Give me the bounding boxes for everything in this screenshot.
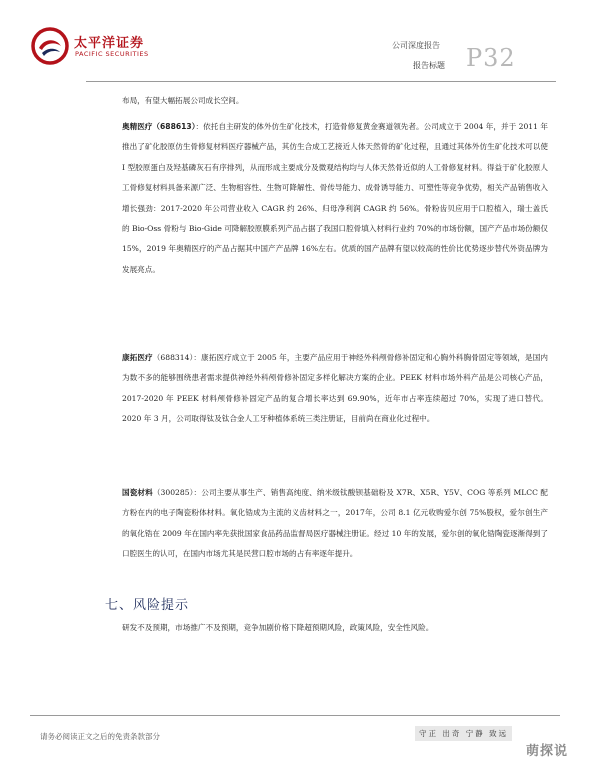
paragraph-intro	[122, 91, 548, 111]
logo-english-name: PACIFIC SECURITIES	[75, 50, 149, 58]
paragraph-risk	[122, 618, 548, 638]
company-logo	[30, 26, 160, 68]
footer-divider	[30, 715, 560, 716]
paragraph-guoci	[122, 483, 548, 565]
section-heading-risk: 七、风险提示	[105, 598, 190, 613]
paragraph-text: （688314）：康拓医疗成立于 2005 年，主要产品应用于神经外科颅骨修补固定和心胸外科胸骨固定等领域，是国内为数不多的能够围绕患者需求提供神经外科颅骨修补固定多样化解决方案的企业。PEEK 材料市场外科产品是公司核心产品，2017-2020 年 PEEK 材料颅骨修补固定产品的复合增长率达到 69.90%，近年市占率连续超过 70%，实现了进口替代。2020 年 3 月，公司取得钛及钛合金人工牙种植体系统三类注册证，目前尚在商业化过程中。	[122, 353, 548, 424]
paragraph-text: 研发不及预期，市场推广不及预期，竞争加剧价格下降超预期风险，政策风险，安全性风险。	[122, 623, 434, 632]
page-number: P32	[466, 44, 516, 72]
paragraph-text: ：依托自主研发的体外仿生矿化技术，打造骨修复黄金赛道领先者。公司成立于 2004 年，并于 2011 年推出了矿化胶原仿生骨修复材料医疗器械产品，其仿生合成工艺接近人体天然骨的矿化过程，且通过其体外仿生矿化技术可以使 I 型胶原蛋白及羟基磷灰石有序排列，从而形成主要成分及微观结构均与人体天然骨近似的人工骨修复材料。得益于矿化胶原人工骨修复材料具备来源广泛、生物相容性、生物可降解性、骨传导能力、成骨诱导能力、可塑性等竞争优势，相关产品销售收入增长强劲：2017-2020 年公司营业收入 CAGR 约 26%、归母净利润 CAGR 约 56%。骨粉齿贝应用于口腔植入，瑞士盖氏的 Bio-Oss 骨粉与 Bio-Gide 可降解胶原膜系列产品占据了我国口腔骨填入材料行业约 70%的市场份额，国产产品市场份额仅 15%，2019 年奥精医疗的产品占据其中国产产品牌 16%左右。优质的国产品牌有望以较高的性价比优势逐步替代外资品牌为发展亮点。	[122, 122, 548, 274]
paragraph-text: 布局，有望大幅拓展公司成长空间。	[122, 96, 244, 105]
footer-motto: 守正 出奇 宁静 致远	[415, 726, 512, 741]
header-divider	[86, 81, 556, 82]
paragraph-text: （300285）：公司主要从事生产、销售高纯度、纳米级钛酸钡基础粉及 X7R、X5R、Y5V、COG 等系列 MLCC 配方粉在内的电子陶瓷粉体材料。氧化锆成为主流的义齿材料之一，2017年，公司 8.1 亿元收购爱尔创 75%股权，爱尔创生产的氧化锆在 2009 年在国内率先获批国家食品药品监督局医疗器械注册证。经过 10 年的发展，爱尔创的氧化锆陶瓷逐渐得到了口腔医生的认可，在国内市场尤其是民营口腔市场的占有率逐年提升。	[122, 488, 549, 559]
paragraph-kangtuo	[122, 348, 548, 430]
company-name: 国瓷材料	[122, 488, 153, 497]
pacific-securities-logo-icon	[30, 26, 70, 66]
footer-disclaimer: 请务必阅读正文之后的免责条款部分	[40, 732, 160, 741]
paragraph-aojing	[122, 117, 548, 280]
company-name: 康拓医疗	[122, 353, 153, 362]
report-type: 公司深度报告	[392, 41, 440, 50]
page-header	[0, 0, 594, 84]
logo-chinese-name: 太平洋证券	[74, 36, 145, 51]
report-title: 报告标题	[413, 61, 445, 70]
company-name: 奥精医疗（688613）	[122, 122, 196, 131]
watermark: 萌探说	[526, 744, 569, 759]
